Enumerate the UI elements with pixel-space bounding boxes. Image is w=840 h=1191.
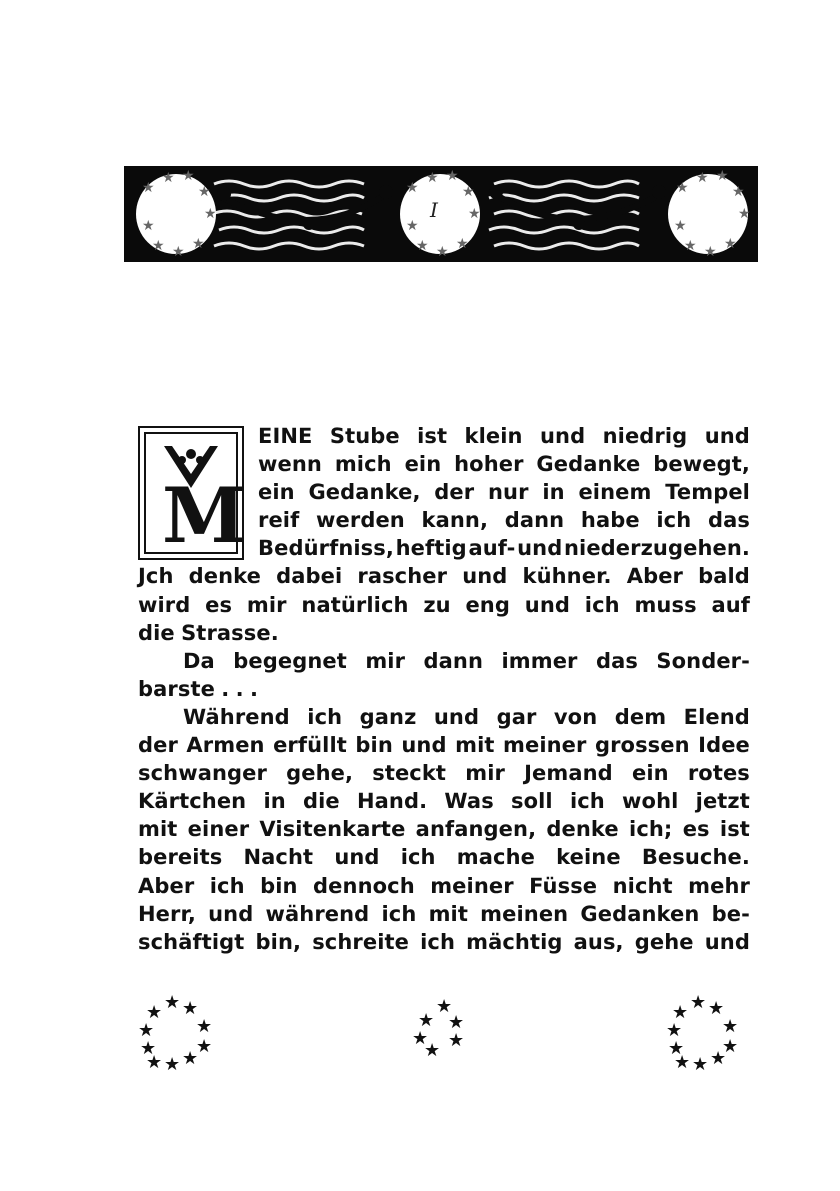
- footer-star-wreath-right: [660, 992, 760, 1072]
- svg-text:★: ★: [138, 1020, 155, 1041]
- text-line: bereits Nacht und ich mache keine Besuche.: [138, 845, 750, 870]
- svg-text:★: ★: [674, 1052, 691, 1072]
- svg-text:★: ★: [406, 218, 419, 234]
- svg-text:★: ★: [418, 1010, 435, 1031]
- svg-text:★: ★: [162, 170, 175, 186]
- svg-text:★: ★: [406, 180, 419, 196]
- svg-text:★: ★: [182, 998, 199, 1019]
- svg-text:★: ★: [468, 206, 481, 222]
- svg-text:★: ★: [696, 170, 709, 186]
- drop-cap-initial: [138, 426, 247, 560]
- text-line: wenn mich ein hoher Gedanke bewegt,: [258, 452, 750, 477]
- svg-text:★: ★: [426, 170, 439, 186]
- text-line: reif werden kann, dann habe ich das: [258, 508, 750, 533]
- svg-text:★: ★: [668, 1038, 685, 1059]
- svg-text:★: ★: [666, 1020, 683, 1041]
- svg-text:★: ★: [142, 180, 155, 196]
- svg-text:★: ★: [416, 238, 429, 254]
- svg-text:★: ★: [456, 236, 469, 252]
- svg-text:★: ★: [436, 244, 449, 260]
- svg-text:★: ★: [732, 184, 745, 200]
- chapter-numeral: I: [430, 198, 438, 222]
- svg-text:★: ★: [674, 218, 687, 234]
- svg-text:★: ★: [722, 1016, 739, 1037]
- body-text: [138, 422, 750, 956]
- text-line: wird es mir natürlich zu eng und ich muss auf: [138, 592, 750, 617]
- star-wreath-icon: [402, 992, 502, 1072]
- svg-text:★: ★: [182, 1048, 199, 1069]
- svg-text:★: ★: [146, 1052, 163, 1072]
- text-line: EINE Stube ist klein und niedrig und: [258, 424, 750, 448]
- svg-text:★: ★: [448, 1030, 465, 1051]
- text-line: Herr, und während ich mit meinen Gedanken be-: [138, 901, 750, 926]
- svg-text:★: ★: [164, 1054, 181, 1072]
- svg-text:★: ★: [204, 206, 217, 222]
- svg-text:★: ★: [690, 992, 707, 1013]
- svg-text:★: ★: [146, 1002, 163, 1023]
- svg-text:★: ★: [140, 1038, 157, 1059]
- text-line: Aber ich bin dennoch meiner Füsse nicht mehr: [138, 873, 750, 898]
- svg-text:★: ★: [710, 1048, 727, 1069]
- svg-text:★: ★: [738, 206, 751, 222]
- drop-cap-letter: M: [162, 471, 247, 560]
- text-line: Da begegnet mir dann immer das Sonder-: [183, 648, 750, 673]
- svg-text:★: ★: [198, 184, 211, 200]
- svg-text:★: ★: [164, 992, 181, 1013]
- svg-text:★: ★: [716, 168, 729, 184]
- svg-text:★: ★: [192, 236, 205, 252]
- svg-text:★: ★: [182, 168, 195, 184]
- svg-text:★: ★: [424, 1040, 441, 1061]
- svg-text:★: ★: [672, 1002, 689, 1023]
- text-line: Jch denke dabei rascher und kühner. Aber bald: [138, 564, 750, 589]
- text-line: barste . . .: [138, 676, 259, 701]
- svg-text:★: ★: [676, 180, 689, 196]
- svg-text:★: ★: [142, 218, 155, 234]
- drop-cap-paragraph: [138, 422, 750, 562]
- svg-text:★: ★: [448, 1012, 465, 1033]
- svg-text:★: ★: [196, 1016, 213, 1037]
- svg-text:★: ★: [446, 168, 459, 184]
- star-wreath-icon: [660, 992, 760, 1072]
- header-ornament-graphic: [124, 166, 758, 262]
- svg-text:★: ★: [462, 184, 475, 200]
- svg-text:★: ★: [436, 996, 453, 1017]
- chapter-header-ornament: [124, 166, 758, 262]
- footer-star-wreath-left: [130, 992, 230, 1072]
- svg-text:★: ★: [196, 1036, 213, 1057]
- svg-text:★: ★: [722, 1036, 739, 1057]
- text-line: mit einer Visitenkarte anfangen, denke ich; es ist: [138, 817, 750, 842]
- svg-text:★: ★: [152, 238, 165, 254]
- svg-text:★: ★: [704, 244, 717, 260]
- svg-text:★: ★: [172, 244, 185, 260]
- text-line: Kärtchen in die Hand. Was soll ich wohl jetzt: [138, 789, 750, 814]
- footer-star-wreath-center: [402, 992, 502, 1072]
- svg-text:★: ★: [684, 238, 697, 254]
- text-line: die Strasse.: [138, 620, 279, 645]
- text-line: Während ich ganz und gar von dem Elend: [183, 704, 750, 729]
- text-line: schäftigt bin, schreite ich mächtig aus, gehe und: [138, 929, 750, 954]
- text-line: Bedürfniss, heftig auf- und niederzugehen.: [258, 536, 750, 561]
- text-line: ein Gedanke, der nur in einem Tempel: [258, 480, 750, 505]
- svg-text:★: ★: [708, 998, 725, 1019]
- text-line: schwanger gehe, steckt mir Jemand ein rotes: [138, 761, 750, 786]
- svg-text:★: ★: [692, 1054, 709, 1072]
- svg-text:★: ★: [724, 236, 737, 252]
- text-line: der Armen erfüllt bin und mit meiner grossen Idee: [138, 733, 750, 758]
- svg-text:★: ★: [412, 1028, 429, 1049]
- star-wreath-icon: [130, 992, 230, 1072]
